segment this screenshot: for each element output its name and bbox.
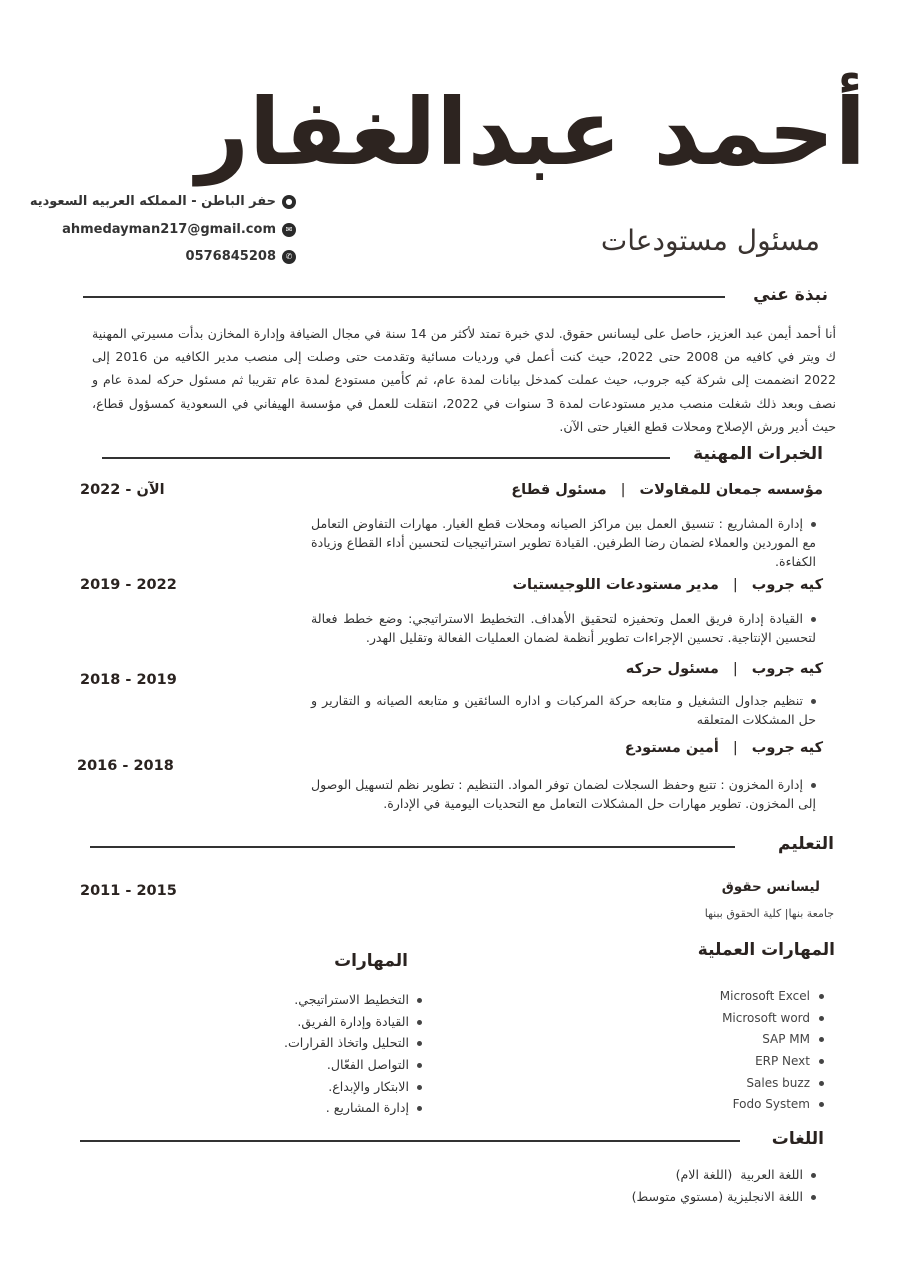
contact-phone[interactable] [186,249,296,264]
experience-heading: الخبرات المهنية [693,444,823,464]
list-item: Microsoft Excel [624,986,824,1008]
job-heading: كيه جروب|مدير مستودعات اللوجيستيات [512,577,823,593]
list-item: القيادة وإدارة الفريق. [202,1011,422,1033]
list-item: إدارة المشاريع . [202,1097,422,1119]
degree: ليسانس حقوق [721,879,820,895]
email-text[interactable]: ahmedayman217@gmail.com [62,222,276,237]
list-item: التخطيط الاستراتيجي. [202,989,422,1011]
contact-location [30,194,296,209]
list-item: Sales buzz [624,1073,824,1095]
divider [90,846,735,848]
languages-heading: اللغات [771,1129,824,1149]
envelope-icon: ✉ [282,223,296,237]
job-dates: 2018 - 2019 [80,672,177,688]
job-dates: 2019 - 2022 [80,577,177,593]
list-item: اللغة العربية (اللغة الام) [516,1164,816,1186]
list-item: التواصل الفعّال. [202,1054,422,1076]
divider [80,1140,740,1142]
location-pin-icon: ● [282,195,296,209]
job-heading: مؤسسه جمعان للمقاولات|مسئول قطاع [511,482,823,498]
languages-list [516,1164,816,1207]
job-bullet: تنظيم جداول التشغيل و متابعه حركة المركبات و اداره السائقين و متابعه الصيانه و التقارير و حل المشكلات المتعلقه [311,693,816,727]
about-text: أنا أحمد أيمن عبد العزيز، حاصل على ليسانس حقوق. لدي خبرة تمتد لأكثر من 14 سنة في مجال الضيافة وإدارة المخازن بدأت مسيرتي المهنية ك ويتر في كافيه من 2008 حتى 2022، حيث كنت أعمل في ورديات مسائية وتقدمت حتى وصلت إلى منصب مدير الكافيه من 2016 إلى 2022 انضممت إلى شركة كيه جروب، حيث عملت كمدخل بيانات لمدة عام، ثم كأمين مستودع لمدة عام تقريبا ثم مسئول حركه لمدة عام و نصف وبعد ذلك شغلت منصب مدير مستودعات لمدة 3 سنوات في 2022، انتقلت للعمل في مؤسسة الهيفاني في السعودية كمسؤول قطاع، حيث أدير ورش الإصلاح ومحلات قطع الغيار حتى الآن. [92,326,837,434]
divider [102,457,670,459]
job-bullet: القيادة إدارة فريق العمل وتحفيزه لتحقيق الأهداف. التخطيط الاستراتيجي: وضع خطط فعالة لتحسين الإنتاجية. تحسين الإجراءات تطوير أنظمة لضمان العمليات الفعالة وتقليل الهدر. [311,611,816,645]
education-heading: التعليم [778,834,834,854]
about-heading: نبذة عني [753,285,828,305]
job-bullet: إدارة المشاريع : تنسيق العمل بين مراكز الصيانه ومحلات قطع الغيار. مهارات التفاوض التعامل مع الموردين والعملاء لضمان رضا الطرفين. القيادة تطوير استراتيجيات لتحسين أداء القطاع وزيادة الكفاءة. [311,516,816,569]
institution: جامعة بنها| كلية الحقوق ببنها [704,907,834,920]
candidate-name: أحمد عبدالغفار [196,79,866,186]
job-heading: كيه جروب|أمين مستودع [624,740,823,756]
list-item: SAP MM [624,1029,824,1051]
list-item: التحليل واتخاذ القرارات. [202,1032,422,1054]
list-item: اللغة الانجليزية (مستوي متوسط) [516,1186,816,1208]
skills-heading: المهارات [334,951,408,971]
job-dates: 2016 - 2018 [77,758,174,774]
list-item: Fodo System [624,1094,824,1116]
job-dates: 2022 - الآن [80,482,165,498]
contact-email[interactable] [62,222,296,237]
divider [83,296,725,298]
list-item: الابتكار والإبداع. [202,1076,422,1098]
skills-list [202,989,422,1119]
education-dates: 2011 - 2015 [80,883,177,899]
practical-skills-heading: المهارات العملية [697,940,835,960]
location-text: حفر الباطن - المملكه العربيه السعوديه [29,194,276,209]
practical-skills-list [624,986,824,1116]
phone-text[interactable]: 0576845208 [185,249,276,264]
list-item: Microsoft word [624,1008,824,1030]
job-heading: كيه جروب|مسئول حركه [625,661,823,677]
list-item: ERP Next [624,1051,824,1073]
phone-icon: ✆ [282,250,296,264]
job-bullet: إدارة المخزون : تتبع وحفظ السجلات لضمان توفر المواد. التنظيم : تطوير نظم لتسهيل الوصول إلى المخزون. تطوير مهارات حل المشكلات التعامل مع التحديات اليومية في الإدارة. [311,777,816,811]
job-title: مسئول مستودعات [600,224,820,257]
